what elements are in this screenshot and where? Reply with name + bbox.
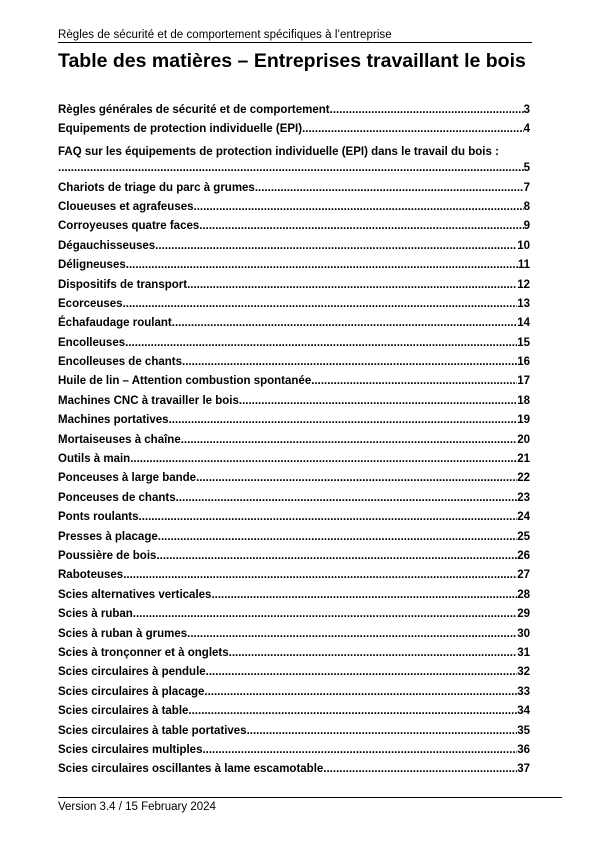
toc-entry-label: Scies alternatives verticales (58, 588, 212, 601)
toc-entry[interactable] (58, 531, 530, 550)
toc-entry[interactable] (58, 298, 530, 317)
toc-leader-dots (126, 259, 518, 271)
toc-entry-page: 11 (517, 259, 530, 272)
toc-leader-dots (133, 608, 517, 620)
toc-entry[interactable] (58, 763, 530, 782)
toc-entry-page: 32 (517, 666, 530, 679)
toc-entry-label: Poussière de bois (58, 549, 157, 562)
toc-leader-dots (199, 220, 523, 232)
toc-entry[interactable] (58, 395, 530, 414)
toc-entry-label: Equipements de protection individuelle (EPI) (58, 123, 303, 136)
toc-leader-dots (330, 104, 524, 116)
toc-entry-label: Cloueuses et agrafeuses (58, 200, 194, 213)
toc-entry-page: 21 (517, 453, 530, 466)
toc-entry-page: 26 (517, 549, 530, 562)
toc-entry[interactable] (58, 647, 530, 666)
toc-entry[interactable] (58, 550, 530, 569)
toc-entry-page: 35 (517, 724, 530, 737)
toc-entry-page: 31 (517, 646, 530, 659)
toc-entry-page: 7 (523, 181, 530, 194)
toc-entry[interactable] (58, 182, 530, 201)
toc-entry-label: Encolleuses de chants (58, 356, 182, 369)
toc-entry-label: Scies à ruban à grumes (58, 627, 188, 640)
toc-entry-page: 9 (523, 220, 530, 233)
toc-entry-page: 23 (517, 491, 530, 504)
toc-leader-dots (311, 375, 517, 387)
toc-entry-page: 16 (517, 356, 530, 369)
toc-leader-dots (58, 162, 524, 174)
toc-entry-label: Scies circulaires à placage (58, 685, 205, 698)
toc-entry-label: FAQ sur les équipements de protection individuelle (EPI) dans le travail du bois : (58, 145, 499, 158)
toc-entry-label: Scies à tronçonner et à onglets (58, 646, 229, 659)
toc-leader-dots (123, 569, 517, 581)
toc-entry-label: Règles générales de sécurité et de comportement (58, 104, 330, 116)
toc-entry-page: 18 (517, 394, 530, 407)
toc-leader-dots (130, 453, 517, 465)
toc-entry[interactable] (58, 666, 530, 685)
toc-entry[interactable] (58, 220, 530, 239)
toc-entry-page: 12 (517, 278, 530, 291)
toc-entry[interactable] (58, 143, 530, 182)
toc-entry[interactable] (58, 453, 530, 472)
toc-entry-label: Dégauchisseuses (58, 239, 156, 252)
toc-leader-dots (229, 647, 518, 659)
toc-leader-dots (247, 725, 518, 737)
toc-entry-label: Ecorceuses (58, 297, 123, 310)
toc-entry-label: Déligneuses (58, 259, 126, 272)
toc-entry-label: Scies circulaires à table (58, 705, 189, 718)
toc-leader-dots (196, 472, 517, 484)
toc-leader-dots (255, 182, 524, 194)
toc-entry-page: 15 (517, 336, 530, 349)
toc-entry[interactable] (58, 414, 530, 433)
toc-entry-page: 29 (517, 608, 530, 621)
toc-leader-dots (211, 589, 517, 601)
toc-entry-page: 37 (517, 763, 530, 776)
toc-leader-dots (125, 337, 517, 349)
toc-entry[interactable] (58, 434, 530, 453)
toc-entry[interactable] (58, 123, 530, 142)
toc-entry-label: Machines CNC à travailler le bois (58, 394, 239, 407)
toc-leader-dots (169, 414, 518, 426)
toc-entry-page: 4 (523, 123, 530, 136)
toc-entry-label: Scies circulaires multiples (58, 743, 203, 756)
toc-entry-page: 24 (517, 511, 530, 524)
toc-leader-dots (156, 550, 517, 562)
toc-entry-label: Scies à ruban (58, 608, 133, 621)
toc-leader-dots (139, 511, 518, 523)
toc-leader-dots (181, 434, 517, 446)
toc-entry-label: Presses à placage (58, 530, 158, 543)
toc-entry[interactable] (58, 569, 530, 588)
toc-entry-label: Ponts roulants (58, 511, 139, 524)
toc-entry-label: Dispositifs de transport (58, 278, 188, 291)
toc-entry-page: 36 (517, 743, 530, 756)
toc-entry[interactable] (58, 628, 530, 647)
toc-leader-dots (323, 763, 517, 775)
toc-leader-dots (202, 744, 517, 756)
toc-entry[interactable] (58, 375, 530, 394)
toc-leader-dots (123, 298, 518, 310)
toc-entry-label: Ponceuses de chants (58, 491, 176, 504)
toc-entry-page: 30 (517, 627, 530, 640)
toc-entry-page: 8 (523, 200, 530, 213)
toc-entry-page: 19 (517, 414, 530, 427)
toc-entry-label: Scies circulaires à pendule (58, 666, 206, 679)
toc-leader-dots (239, 395, 517, 407)
toc-entry[interactable] (58, 259, 530, 278)
toc-entry-page: 34 (517, 705, 530, 718)
toc-entry[interactable] (58, 356, 530, 375)
toc-leader-dots (194, 201, 524, 213)
toc-entry-page: 5 (523, 162, 530, 175)
toc-entry[interactable] (58, 317, 530, 336)
toc-entry-label: Scies circulaires oscillantes à lame escamotable (58, 763, 324, 776)
toc-entry-page: 27 (517, 569, 530, 582)
toc-entry-label: Échafaudage roulant (58, 317, 172, 330)
toc-leader-dots (158, 531, 517, 543)
toc-entry-page: 14 (517, 317, 530, 330)
toc-entry-page: 22 (517, 472, 530, 485)
toc-leader-dots (187, 628, 517, 640)
toc-entry-label: Ponceuses à large bande (58, 472, 197, 485)
toc-entry[interactable] (58, 104, 530, 123)
toc-leader-dots (187, 279, 517, 291)
toc-entry-label: Outils à main (58, 453, 131, 466)
toc-entry[interactable] (58, 589, 530, 608)
toc-entry[interactable] (58, 492, 530, 511)
toc-entry-label: Encolleuses (58, 336, 126, 349)
toc-leader-dots (206, 666, 518, 678)
table-of-contents (58, 104, 530, 783)
toc-entry-label: Corroyeuses quatre faces (58, 220, 200, 233)
toc-entry-label: Mortaiseuses à chaîne (58, 433, 181, 446)
toc-entry-page: 28 (517, 588, 530, 601)
toc-entry[interactable] (58, 744, 530, 763)
toc-entry-page: 20 (517, 433, 530, 446)
page-title: Table des matières – Entreprises travaillant le bois (58, 50, 526, 72)
toc-leader-dots (172, 317, 517, 329)
toc-leader-dots (188, 705, 517, 717)
toc-entry-label: Huile de lin – Attention combustion spontanée (58, 375, 312, 388)
toc-entry[interactable] (58, 608, 530, 627)
toc-entry-page: 33 (517, 685, 530, 698)
toc-entry-label: Chariots de triage du parc à grumes (58, 181, 255, 194)
toc-entry-page: 3 (523, 104, 530, 116)
toc-entry[interactable] (58, 201, 530, 220)
toc-entry[interactable] (58, 725, 530, 744)
page-header: Règles de sécurité et de comportement spécifiques à l’entreprise (58, 29, 532, 43)
toc-leader-dots (182, 356, 517, 368)
toc-entry-page: 25 (517, 530, 530, 543)
toc-entry[interactable] (58, 511, 530, 530)
toc-entry[interactable] (58, 337, 530, 356)
toc-entry[interactable] (58, 686, 530, 705)
toc-entry-page: 13 (517, 297, 530, 310)
toc-entry[interactable] (58, 705, 530, 724)
toc-entry-page: 17 (517, 375, 530, 388)
toc-entry[interactable] (58, 279, 530, 298)
toc-leader-dots (302, 123, 524, 135)
toc-entry-label: Machines portatives (58, 414, 169, 427)
page-footer: Version 3.4 / 15 February 2024 (58, 797, 562, 813)
toc-leader-dots (176, 492, 518, 504)
toc-leader-dots (155, 240, 517, 252)
toc-entry-page: 10 (517, 239, 530, 252)
toc-entry-label: Raboteuses (58, 569, 124, 582)
toc-leader-dots (204, 686, 517, 698)
toc-entry[interactable] (58, 472, 530, 491)
toc-entry[interactable] (58, 240, 530, 259)
toc-entry-label: Scies circulaires à table portatives (58, 724, 247, 737)
